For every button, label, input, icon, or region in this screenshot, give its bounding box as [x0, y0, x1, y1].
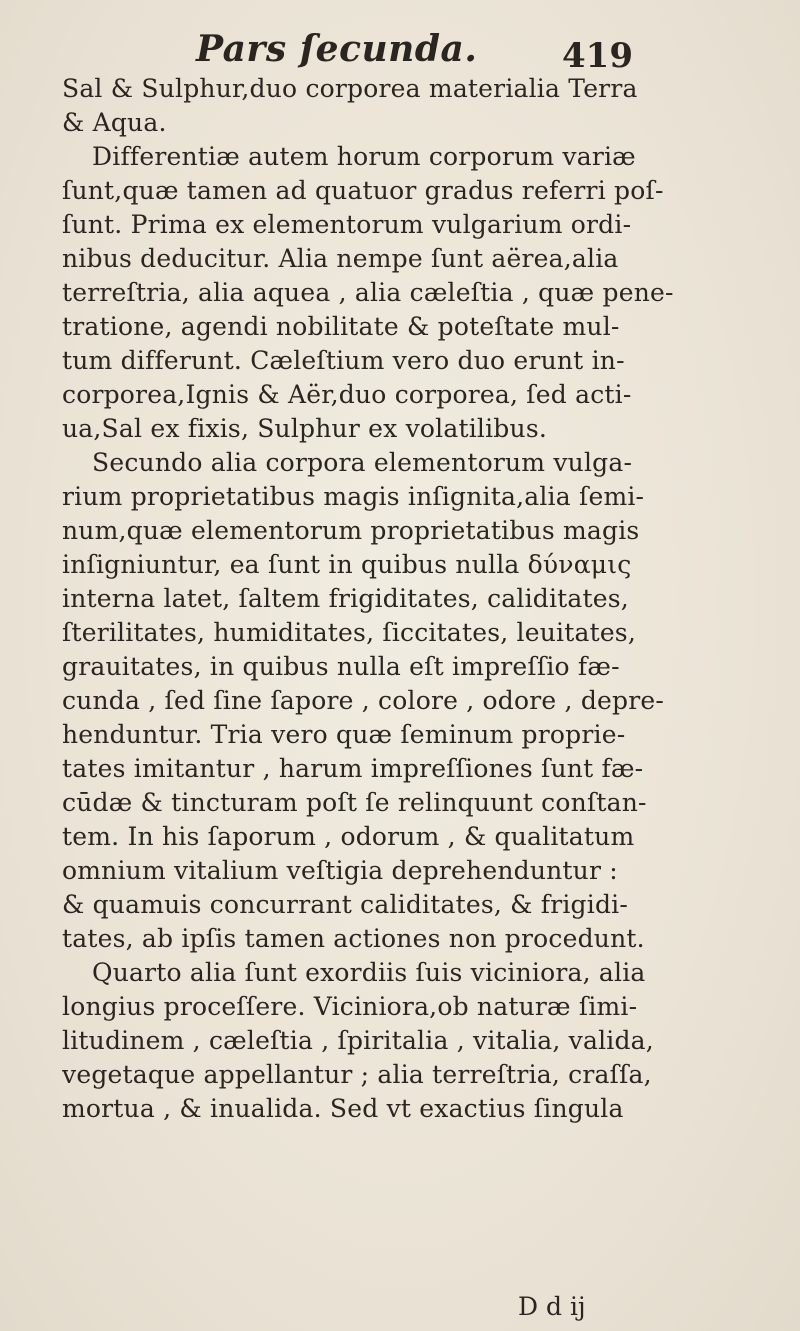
text-line: & Aqua.	[62, 108, 167, 137]
text-line: mortua , & inualida. Sed vt exactius ſingula	[62, 1094, 624, 1123]
text-line: tum differunt. Cæleſtium vero duo erunt in-	[62, 346, 625, 375]
text-line: terreſtria, alia aquea , alia cæleſtia , quæ pene-	[62, 278, 674, 307]
text-line: corporea,Ignis & Aër,duo corporea, ſed acti-	[62, 380, 632, 409]
signature-mark: D d ij	[518, 1292, 586, 1321]
text-line: grauitates, in quibus nulla eſt impreſſio fæ-	[62, 652, 620, 681]
text-line: litudinem , cæleſtia , ſpiritalia , vitalia, valida,	[62, 1026, 654, 1055]
text-line: inſigniuntur, ea ſunt in quibus nulla δύναμις	[62, 550, 632, 579]
text-line: longius proceſſere. Viciniora,ob naturæ ſimi-	[62, 992, 638, 1021]
text-line: vegetaque appellantur ; alia terreſtria, craſſa,	[62, 1060, 652, 1089]
text-line: interna latet, ſaltem frigiditates, caliditates,	[62, 584, 629, 613]
text-line: Secundo alia corpora elementorum vulga-	[92, 448, 633, 477]
text-line: tratione, agendi nobilitate & poteſtate mul-	[62, 312, 620, 341]
page-number: 419	[562, 36, 633, 76]
text-line: henduntur. Tria vero quæ ſeminum proprie-	[62, 720, 626, 749]
text-line: ſterilitates, humiditates, ſiccitates, leuitates,	[62, 618, 636, 647]
text-line: num,quæ elementorum proprietatibus magis	[62, 516, 640, 545]
running-head: Pars ſecunda.	[196, 28, 478, 70]
text-line: tem. In his ſaporum , odorum , & qualitatum	[62, 822, 635, 851]
text-line: rium proprietatibus magis inſignita,alia ſemi-	[62, 482, 645, 511]
text-line: omnium vitalium veſtigia deprehenduntur :	[62, 856, 618, 885]
text-line: & quamuis concurrant caliditates, & frigidi-	[62, 890, 629, 919]
text-line: tates, ab ipſis tamen actiones non procedunt.	[62, 924, 645, 953]
text-line: ua,Sal ex fixis, Sulphur ex volatilibus.	[62, 414, 547, 443]
text-line: cūdæ & tincturam poſt ſe relinquunt conſtan-	[62, 788, 647, 817]
body-text	[62, 72, 746, 1126]
text-line: ſunt,quæ tamen ad quatuor gradus referri poſ-	[62, 176, 664, 205]
text-line: tates imitantur , harum impreſſiones ſunt fæ-	[62, 754, 644, 783]
text-line: Differentiæ autem horum corporum variæ	[92, 142, 636, 171]
text-line: Quarto alia ſunt exordiis ſuis viciniora, alia	[92, 958, 646, 987]
text-line: cunda , ſed ſine ſapore , colore , odore , depre-	[62, 686, 665, 715]
text-line: Sal & Sulphur,duo corporea materialia Terra	[62, 74, 638, 103]
text-line: ſunt. Prima ex elementorum vulgarium ordi-	[62, 210, 632, 239]
text-line: nibus deducitur. Alia nempe ſunt aërea,alia	[62, 244, 619, 273]
